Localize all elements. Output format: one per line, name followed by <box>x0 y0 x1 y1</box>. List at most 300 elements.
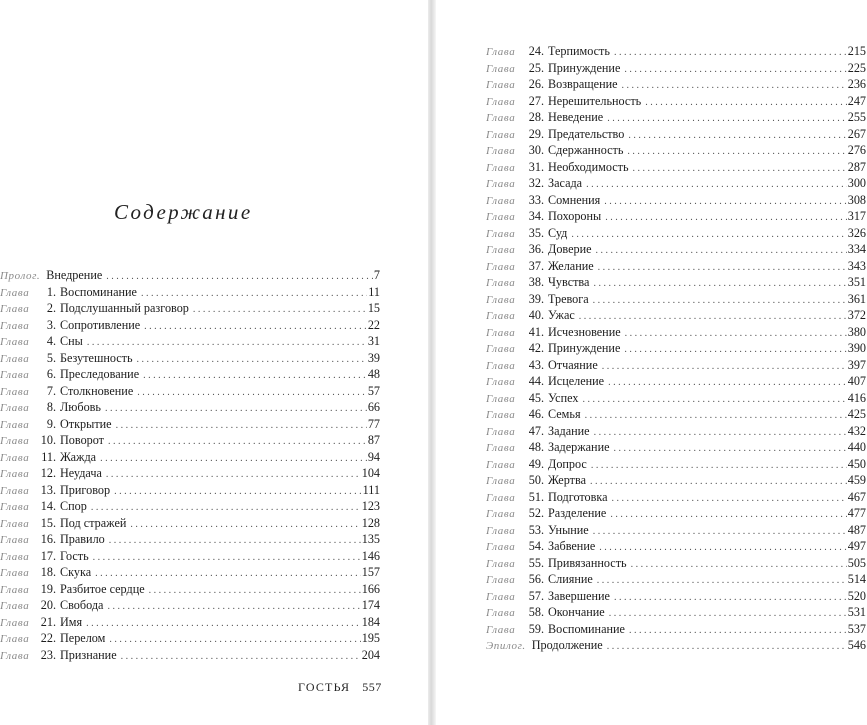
toc-entry-title: Разделение <box>548 506 607 520</box>
toc-entry-title: Предательство <box>548 126 625 141</box>
toc-entry-title: Возвращение <box>548 77 618 91</box>
toc-entry-page: 487 <box>847 522 866 537</box>
toc-entry-page: 157 <box>361 565 380 579</box>
toc-leader-dots <box>137 352 367 367</box>
toc-entry-title: Неудача <box>60 466 102 480</box>
toc-entry-page: 361 <box>847 291 866 306</box>
toc-entry-title: Желание <box>548 258 594 273</box>
toc-entry-title: Принуждение <box>548 341 621 355</box>
toc-entry-page: 87 <box>367 433 380 447</box>
toc-entry-number: 33. <box>528 192 544 207</box>
toc-entry-number: 48. <box>528 440 544 454</box>
toc-entry-number: 8. <box>46 400 56 414</box>
toc-leader-dots <box>100 451 367 466</box>
toc-entry-title: Уныние <box>548 522 589 537</box>
toc-entry-number: 12. <box>40 466 56 480</box>
toc-entry-title: Поворот <box>60 433 105 447</box>
toc-entry <box>0 647 380 664</box>
toc-entry-page: 48 <box>367 367 380 381</box>
toc-entry <box>486 126 866 143</box>
toc-entry <box>486 505 866 522</box>
toc-leader-dots <box>612 491 847 506</box>
toc-entry <box>0 432 380 449</box>
toc-leader-dots <box>149 583 361 598</box>
toc-entry-kind: Глава <box>0 402 30 414</box>
toc-entry-title: Жажда <box>60 449 97 464</box>
toc-entry-title: Засада <box>548 176 583 190</box>
toc-entry-title: Суд <box>548 225 568 240</box>
toc-entry-kind: Глава <box>0 385 30 398</box>
toc-entry <box>486 571 866 588</box>
toc-entry-page: 317 <box>847 209 866 223</box>
toc-entry <box>486 60 866 77</box>
toc-leader-dots <box>582 392 846 407</box>
toc-entry-number: 36. <box>528 242 544 256</box>
toc-entry-page: 174 <box>361 598 380 612</box>
toc-leader-dots <box>610 507 846 522</box>
toc-entry-page: 7 <box>373 268 380 282</box>
toc-entry-kind: Глава <box>486 359 516 372</box>
toc-entry-number: 50. <box>528 473 544 487</box>
toc-entry-title: Исцеление <box>548 374 605 388</box>
toc-entry <box>0 531 380 548</box>
toc-entry <box>486 258 866 275</box>
toc-entry-number: 3. <box>46 317 56 332</box>
toc-entry-number: 52. <box>528 506 544 520</box>
toc-entry-page: 236 <box>847 77 866 91</box>
toc-leader-dots <box>597 573 847 588</box>
toc-entry-kind: Глава <box>486 475 516 487</box>
toc-leader-dots <box>571 227 846 242</box>
toc-leader-dots <box>591 458 847 473</box>
toc-entry-title: Жертва <box>548 473 586 487</box>
toc-entry <box>486 588 866 605</box>
toc-entry-page: 31 <box>367 334 380 348</box>
toc-entry-page: 11 <box>368 284 380 299</box>
toc-entry-page: 22 <box>367 317 380 332</box>
toc-leader-dots <box>109 632 360 647</box>
toc-entry-kind: Глава <box>486 574 516 586</box>
toc-entry-number: 34. <box>528 209 544 223</box>
toc-entry <box>486 472 866 489</box>
toc-entry-kind: Глава <box>486 607 516 619</box>
toc-entry-number: 24. <box>528 44 544 58</box>
toc-entry-number: 49. <box>528 456 544 471</box>
toc-entry-kind: Глава <box>486 442 516 454</box>
toc-entry-kind: Пролог. <box>0 270 41 282</box>
toc-leader-dots <box>95 566 361 581</box>
toc-entry-kind: Глава <box>0 435 30 447</box>
toc-entry-kind: Глава <box>0 517 30 530</box>
toc-entry-number: 31. <box>528 159 544 174</box>
toc-leader-dots <box>586 177 847 192</box>
toc-entry-kind: Глава <box>0 336 30 348</box>
toc-entry-page: 450 <box>847 456 866 471</box>
toc-entry-title: Доверие <box>548 242 592 256</box>
toc-entry-page: 531 <box>847 605 866 619</box>
toc-list-right <box>486 43 866 654</box>
toc-leader-dots <box>590 474 847 489</box>
toc-entry-title: Необходимость <box>548 159 629 174</box>
toc-leader-dots <box>141 286 367 301</box>
toc-entry-page: 351 <box>847 275 866 289</box>
page-title: Содержание <box>114 200 253 224</box>
toc-entry-kind: Глава <box>486 409 516 421</box>
toc-entry-page: 505 <box>847 555 866 570</box>
toc-leader-dots <box>631 557 847 572</box>
toc-entry-page: 440 <box>847 440 866 454</box>
toc-entry-kind: Глава <box>486 590 516 603</box>
toc-entry-title: Нерешительность <box>548 93 642 108</box>
toc-entry-kind: Глава <box>486 178 516 190</box>
toc-entry-page: 380 <box>847 324 866 339</box>
toc-leader-dots <box>593 293 847 308</box>
toc-leader-dots <box>86 616 361 631</box>
toc-entry-kind: Глава <box>486 293 516 306</box>
toc-entry-kind: Глава <box>0 319 30 332</box>
toc-entry-page: 57 <box>367 383 380 398</box>
toc-entry-page: 195 <box>361 631 380 645</box>
toc-entry-kind: Глава <box>0 550 30 563</box>
toc-entry-page: 308 <box>847 192 866 207</box>
toc-leader-dots <box>628 128 846 143</box>
toc-entry-kind: Глава <box>486 277 516 289</box>
toc-entry <box>486 291 866 308</box>
toc-entry-page: 425 <box>847 407 866 421</box>
toc-entry-page: 397 <box>847 357 866 372</box>
toc-entry-title: Продолжение <box>531 638 603 652</box>
toc-entry <box>0 267 380 284</box>
toc-entry-title: Правило <box>60 532 105 546</box>
toc-entry-title: Любовь <box>60 400 101 414</box>
toc-entry-number: 14. <box>40 499 56 513</box>
toc-entry-page: 546 <box>847 638 866 652</box>
toc-leader-dots <box>607 639 847 654</box>
toc-entry <box>0 614 380 631</box>
toc-entry-number: 42. <box>528 341 544 355</box>
toc-leader-dots <box>144 319 367 334</box>
toc-entry-page: 537 <box>847 621 866 636</box>
toc-entry-title: Внедрение <box>46 268 103 282</box>
toc-entry <box>486 522 866 539</box>
toc-entry-kind: Глава <box>0 352 30 365</box>
toc-leader-dots <box>602 359 847 374</box>
toc-entry-number: 41. <box>528 324 544 339</box>
toc-entry-title: Безутешность <box>60 350 133 365</box>
toc-entry-title: Свобода <box>60 598 104 612</box>
toc-entry-page: 247 <box>847 93 866 108</box>
toc-entry-kind: Глава <box>0 616 30 629</box>
toc-entry <box>0 383 380 400</box>
toc-entry-number: 18. <box>40 565 56 579</box>
toc-entry-kind: Глава <box>0 303 30 315</box>
toc-entry-kind: Эпилог. <box>486 640 526 652</box>
toc-entry-number: 46. <box>528 407 544 421</box>
toc-entry-page: 184 <box>361 614 380 629</box>
toc-leader-dots <box>625 326 847 341</box>
toc-entry-title: Столкновение <box>60 383 134 398</box>
toc-entry-number: 56. <box>528 572 544 586</box>
toc-entry-number: 17. <box>40 548 56 563</box>
toc-entry-kind: Глава <box>486 376 516 388</box>
toc-entry-page: 326 <box>847 225 866 240</box>
toc-entry <box>486 324 866 341</box>
toc-leader-dots <box>91 500 361 515</box>
toc-entry-number: 27. <box>528 93 544 108</box>
toc-entry <box>0 399 380 416</box>
toc-entry-kind: Глава <box>486 458 516 471</box>
toc-leader-dots <box>633 161 847 176</box>
toc-entry <box>486 621 866 638</box>
toc-entry-title: Успех <box>548 390 579 405</box>
toc-entry-title: Под стражей <box>60 515 127 530</box>
toc-leader-dots <box>624 62 846 77</box>
toc-entry-title: Похороны <box>548 209 602 223</box>
toc-entry-kind: Глава <box>486 508 516 520</box>
book-title: ГОСТЬЯ <box>298 680 351 694</box>
toc-entry <box>0 548 380 565</box>
toc-entry-title: Чувства <box>548 275 590 289</box>
toc-entry-number: 15. <box>40 515 56 530</box>
toc-entry-number: 39. <box>528 291 544 306</box>
toc-entry-page: 66 <box>367 400 380 414</box>
toc-entry-kind: Глава <box>0 468 30 480</box>
toc-entry-number: 20. <box>40 598 56 612</box>
toc-entry-number: 28. <box>528 110 544 124</box>
toc-entry-kind: Глава <box>486 557 516 570</box>
toc-entry <box>486 307 866 324</box>
toc-entry-title: Признание <box>60 647 117 662</box>
toc-entry-title: Скука <box>60 565 92 579</box>
toc-entry-page: 215 <box>847 44 866 58</box>
toc-entry-kind: Глава <box>486 260 516 273</box>
toc-entry-title: Исчезновение <box>548 324 621 339</box>
toc-entry <box>0 350 380 367</box>
toc-entry-title: Допрос <box>548 456 587 471</box>
toc-entry-title: Преследование <box>60 367 140 381</box>
toc-entry-kind: Глава <box>0 418 30 431</box>
toc-entry <box>486 208 866 225</box>
toc-entry-title: Открытие <box>60 416 112 431</box>
toc-entry-page: 497 <box>847 539 866 553</box>
toc-entry-number: 51. <box>528 489 544 504</box>
toc-leader-dots <box>137 385 367 400</box>
toc-entry-page: 432 <box>847 423 866 438</box>
toc-entry-page: 267 <box>847 126 866 141</box>
toc-entry-kind: Глава <box>0 567 30 579</box>
toc-entry-number: 35. <box>528 225 544 240</box>
toc-entry-number: 6. <box>46 367 56 381</box>
toc-leader-dots <box>109 533 361 548</box>
toc-entry-number: 16. <box>40 532 56 546</box>
toc-entry-kind: Глава <box>486 425 516 438</box>
toc-leader-dots <box>114 484 362 499</box>
toc-entry-kind: Глава <box>0 369 30 381</box>
toc-entry-title: Забвение <box>548 539 596 553</box>
toc-leader-dots <box>116 418 367 433</box>
toc-entry-title: Воспоминание <box>60 284 137 299</box>
toc-entry-title: Семья <box>548 407 581 421</box>
toc-entry-kind: Глава <box>486 145 516 157</box>
toc-entry-kind: Глава <box>486 524 516 537</box>
toc-leader-dots <box>609 606 847 621</box>
toc-leader-dots <box>614 45 847 60</box>
toc-entry <box>486 159 866 176</box>
toc-entry-title: Сдержанность <box>548 143 624 157</box>
toc-leader-dots <box>622 78 847 93</box>
toc-leader-dots <box>143 368 367 383</box>
toc-entry <box>486 175 866 192</box>
toc-leader-dots <box>604 194 846 209</box>
toc-entry-number: 7. <box>46 383 56 398</box>
toc-entry-title: Подготовка <box>548 489 608 504</box>
toc-entry-kind: Глава <box>0 583 30 596</box>
page-number: 557 <box>362 680 382 694</box>
toc-entry-number: 38. <box>528 275 544 289</box>
toc-entry-kind: Глава <box>0 649 30 662</box>
toc-entry-number: 58. <box>528 605 544 619</box>
toc-leader-dots <box>579 309 847 324</box>
toc-leader-dots <box>608 375 847 390</box>
toc-entry-kind: Глава <box>0 286 30 299</box>
toc-entry-kind: Глава <box>486 310 516 322</box>
toc-entry-kind: Глава <box>486 541 516 553</box>
toc-entry-number: 32. <box>528 176 544 190</box>
toc-entry <box>486 373 866 390</box>
toc-entry-page: 128 <box>361 515 380 530</box>
toc-entry-page: 477 <box>847 506 866 520</box>
toc-entry-number: 10. <box>40 433 56 447</box>
toc-entry-title: Окончание <box>548 605 605 619</box>
toc-leader-dots <box>599 540 846 555</box>
toc-entry <box>486 489 866 506</box>
toc-entry-title: Воспоминание <box>548 621 625 636</box>
toc-entry-page: 407 <box>847 374 866 388</box>
toc-leader-dots <box>614 441 847 456</box>
toc-leader-dots <box>596 243 847 258</box>
toc-entry-kind: Глава <box>0 600 30 612</box>
toc-entry <box>486 555 866 572</box>
toc-entry <box>486 192 866 209</box>
toc-entry-page: 135 <box>361 532 380 546</box>
toc-entry-kind: Глава <box>486 326 516 339</box>
toc-entry <box>486 76 866 93</box>
toc-entry-title: Задержание <box>548 440 610 454</box>
toc-entry-number: 47. <box>528 423 544 438</box>
toc-entry-number: 9. <box>46 416 56 431</box>
toc-entry <box>0 597 380 614</box>
toc-entry-number: 23. <box>40 647 56 662</box>
toc-entry <box>486 406 866 423</box>
toc-list-left <box>0 267 380 663</box>
toc-leader-dots <box>107 599 360 614</box>
toc-entry-page: 111 <box>362 482 380 497</box>
toc-entry-page: 520 <box>847 588 866 603</box>
toc-entry-title: Терпимость <box>548 44 610 58</box>
toc-entry-title: Подслушанный разговор <box>60 301 189 315</box>
toc-entry-page: 390 <box>847 341 866 355</box>
toc-entry-number: 19. <box>40 581 56 596</box>
toc-entry-page: 255 <box>847 110 866 124</box>
toc-leader-dots <box>121 649 361 664</box>
toc-leader-dots <box>593 524 847 539</box>
toc-entry <box>486 109 866 126</box>
toc-entry <box>486 357 866 374</box>
toc-entry-kind: Глава <box>486 392 516 405</box>
toc-entry <box>0 482 380 499</box>
toc-entry-title: Разбитое сердце <box>60 581 145 596</box>
toc-leader-dots <box>93 550 361 565</box>
toc-entry-kind: Глава <box>486 227 516 240</box>
toc-leader-dots <box>585 408 847 423</box>
toc-entry <box>486 538 866 555</box>
toc-leader-dots <box>607 111 847 126</box>
toc-entry-kind: Глава <box>486 244 516 256</box>
toc-entry <box>486 637 866 654</box>
toc-entry-kind: Глава <box>486 112 516 124</box>
toc-leader-dots <box>614 590 847 605</box>
toc-entry-page: 334 <box>847 242 866 256</box>
toc-leader-dots <box>629 623 847 638</box>
toc-entry-kind: Глава <box>486 95 516 108</box>
toc-entry-page: 276 <box>847 143 866 157</box>
toc-entry-number: 5. <box>46 350 56 365</box>
toc-leader-dots <box>106 467 361 482</box>
toc-entry-title: Сопротивление <box>60 317 141 332</box>
toc-leader-dots <box>627 144 846 159</box>
toc-entry-page: 123 <box>361 499 380 513</box>
toc-entry-title: Сомнения <box>548 192 601 207</box>
toc-entry-title: Завершение <box>548 588 610 603</box>
toc-entry-number: 4. <box>46 334 56 348</box>
toc-entry-kind: Глава <box>486 79 516 91</box>
toc-leader-dots <box>193 302 367 317</box>
toc-entry <box>486 274 866 291</box>
toc-entry <box>0 449 380 466</box>
toc-entry-number: 53. <box>528 522 544 537</box>
toc-entry-number: 59. <box>528 621 544 636</box>
toc-entry <box>486 456 866 473</box>
toc-entry <box>486 604 866 621</box>
toc-entry-title: Ужас <box>548 308 575 322</box>
toc-entry-kind: Глава <box>486 62 516 75</box>
toc-entry-kind: Глава <box>0 534 30 546</box>
toc-entry-number: 25. <box>528 60 544 75</box>
toc-entry-page: 287 <box>847 159 866 174</box>
toc-leader-dots <box>87 335 367 350</box>
toc-entry-number: 44. <box>528 374 544 388</box>
toc-entry-title: Привязанность <box>548 555 627 570</box>
toc-entry-page: 94 <box>367 449 380 464</box>
toc-entry-number: 29. <box>528 126 544 141</box>
toc-entry <box>486 93 866 110</box>
toc-entry-kind: Глава <box>486 46 516 58</box>
toc-entry-kind: Глава <box>486 623 516 636</box>
toc-entry-number: 57. <box>528 588 544 603</box>
running-footer <box>298 680 382 695</box>
toc-entry <box>0 581 380 598</box>
toc-entry <box>0 366 380 383</box>
toc-entry-title: Тревога <box>548 291 589 306</box>
toc-entry <box>486 390 866 407</box>
toc-entry-number: 43. <box>528 357 544 372</box>
toc-entry-page: 467 <box>847 489 866 504</box>
toc-entry-kind: Глава <box>486 161 516 174</box>
toc-entry-number: 26. <box>528 77 544 91</box>
toc-entry-page: 372 <box>847 308 866 322</box>
toc-leader-dots <box>645 95 847 110</box>
toc-entry <box>0 465 380 482</box>
